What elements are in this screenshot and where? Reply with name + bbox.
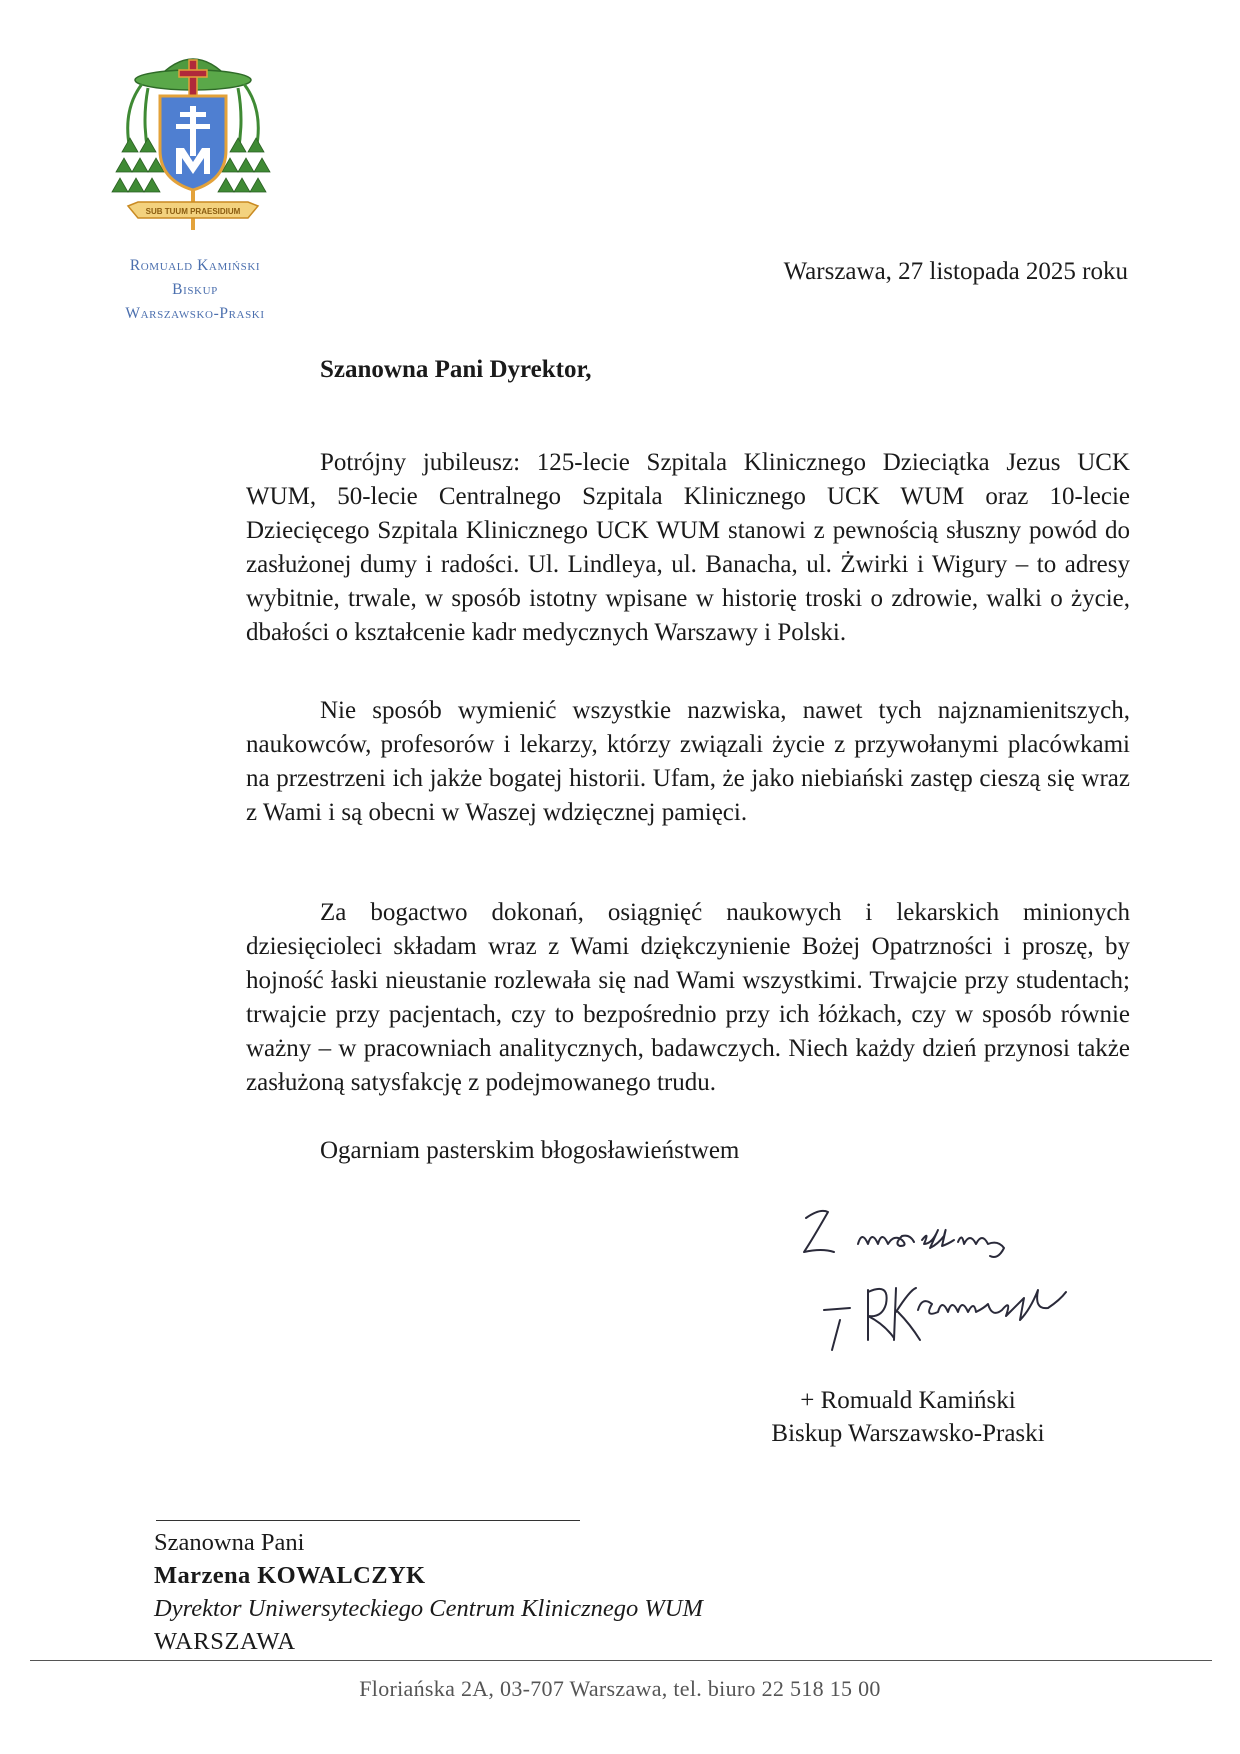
body-paragraph-2 bbox=[246, 694, 1130, 830]
recipient-title: Dyrektor Uniwersyteckiego Centrum Klinicznego WUM bbox=[154, 1595, 703, 1622]
sender-diocese: Warszawsko-Praski bbox=[125, 305, 265, 322]
sender-title: Biskup bbox=[172, 281, 218, 298]
signature-caption: Z modlitwą + RKamiński bbox=[798, 1200, 809, 1201]
salutation: Szanowna Pani Dyrektor, bbox=[320, 356, 592, 383]
sender-block bbox=[100, 254, 290, 326]
signoff-block bbox=[748, 1384, 1068, 1450]
paragraph-text: Potrójny jubileusz: 125-lecie Szpitala Klinicznego Dzieciątka Jezus UCK WUM, 50-lecie Centralnego Szpitala Klinicznego UCK WUM oraz 10-lecie Dziecięcego Szpitala Klinicznego UCK WUM stanowi z pewnością słuszny powód do zasłużonej dumy i radości. Ul. Lindleya, ul. Banacha, ul. Żwirki i Wigury – to adresy wybitnie, trwale, w sposób istotny wpisane w historię troski o zdrowie, walki o życie, dbałości o kształcenie kadr medycznych Warszawy i Polski. bbox=[246, 449, 1130, 646]
closing-text: Ogarniam pasterskim błogosławieństwem bbox=[320, 1137, 740, 1164]
footer-divider bbox=[30, 1660, 1212, 1661]
recipient-salutation: Szanowna Pani bbox=[154, 1529, 305, 1556]
footer-contact: Floriańska 2A, 03-707 Warszawa, tel. biuro 22 518 15 00 bbox=[359, 1676, 881, 1701]
recipient-city: WARSZAWA bbox=[154, 1628, 296, 1655]
letter-date: Warszawa, 27 listopada 2025 roku bbox=[783, 258, 1128, 285]
signoff-name: + Romuald Kamiński bbox=[800, 1387, 1016, 1414]
handwritten-signature bbox=[798, 1200, 1098, 1360]
recipient-address bbox=[154, 1526, 703, 1658]
recipient-name: Marzena KOWALCZYK bbox=[154, 1562, 426, 1589]
paragraph-text: Za bogactwo dokonań, osiągnięć naukowych i lekarskich minionych dziesięcioleci składam wraz z Wami dziękczynienie Bożej Opatrzności i proszę, by hojność łaski nieustanie rozlewała się nad Wami wszystkimi. Trwajcie przy studentach; trwajcie przy pacjentach, czy to bezpośrednio przy ich łóżkach, czy w sposób równie ważny – w pracowniach analitycznych, badawczych. Niech każdy dzień przynosi także zasłużoną satysfakcję z podejmowanego trudu. bbox=[246, 899, 1130, 1096]
paragraph-text: Nie sposób wymienić wszystkie nazwiska, nawet tych najznamienitszych, naukowców, profesorów i lekarzy, którzy związali życie z przywołanymi placówkami na przestrzeni ich jakże bogatej historii. Ufam, że jako niebiański zastęp cieszą się wraz z Wami i są obecni w Waszej wdzięcznej pamięci. bbox=[246, 697, 1130, 826]
crest-motto: SUB TUUM PRAESIDIUM bbox=[145, 207, 241, 216]
body-paragraph-1 bbox=[246, 446, 1130, 650]
closing-line bbox=[246, 1134, 1130, 1168]
body-paragraph-3 bbox=[246, 896, 1130, 1100]
address-divider bbox=[156, 1520, 580, 1521]
signoff-title: Biskup Warszawsko-Praski bbox=[771, 1420, 1045, 1447]
episcopal-coat-of-arms-icon bbox=[108, 40, 278, 240]
sender-name: Romuald Kamiński bbox=[129, 257, 261, 274]
